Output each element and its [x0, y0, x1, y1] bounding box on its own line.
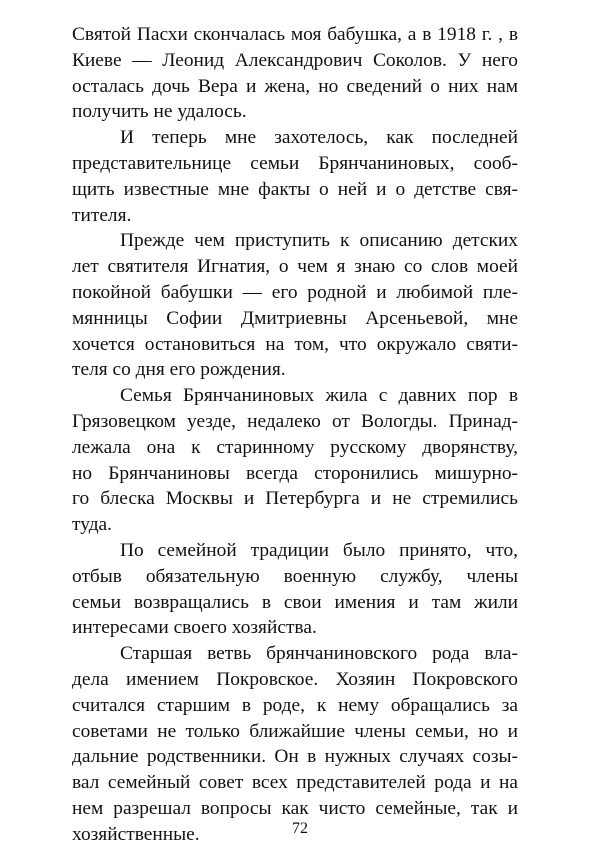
text-line: И теперь мне захотелось, как последней — [120, 127, 518, 149]
paragraph-1 — [72, 22, 518, 125]
text-line: нем разрешал вопросы как чисто семейные, так и — [72, 797, 518, 819]
text-line: советами не только ближайшие члены семьи, но и — [72, 720, 518, 742]
text-line: дальние родственники. Он в нужных случаях созы- — [72, 746, 518, 768]
text-line: лет святителя Игнатия, о чем я знаю со слов моей — [72, 256, 518, 278]
text-line: считался старшим в роде, к нему обращались за — [72, 694, 518, 716]
paragraph-5 — [72, 538, 518, 641]
text-line: Киеве — Леонид Александрович Соколов. У него — [72, 49, 518, 71]
paragraph-4 — [72, 383, 518, 538]
text-line: Святой Пасхи скончалась моя бабушка, а в 1918 г. , в — [72, 24, 518, 45]
text-line: лежала она к старинному русскому дворянству, — [72, 436, 518, 458]
paragraph-3 — [72, 228, 518, 383]
text-line: отбыв обязательную военную службу, члены — [72, 565, 518, 587]
text-line: хозяйственные. — [72, 823, 200, 845]
text-line: теля со дня его рождения. — [72, 359, 286, 381]
text-line: По семейной традиции было принято, что, — [120, 539, 518, 561]
text-line: тителя. — [72, 204, 132, 226]
text-line: Грязовецком уезде, недалеко от Вологды. Принад- — [72, 410, 518, 432]
text-line: но Брянчаниновы всегда сторонились мишурно- — [72, 462, 518, 484]
text-line: Старшая ветвь брянчаниновского рода вла- — [120, 643, 518, 665]
page-number: 72 — [292, 820, 308, 837]
body-text — [72, 22, 518, 848]
text-line: Семья Брянчаниновых жила с давних пор в — [120, 385, 518, 407]
text-line: Прежде чем приступить к описанию детских — [120, 230, 518, 252]
text-line: мянницы Софии Дмитриевны Арсеньевой, мне — [72, 307, 518, 329]
text-line: интересами своего хозяйства. — [72, 617, 317, 639]
text-line: покойной бабушки — его родной и любимой пле- — [72, 281, 518, 303]
text-line: осталась дочь Вера и жена, но сведений о них нам — [72, 75, 518, 97]
text-line: го блеска Москвы и Петербурга и не стремились — [72, 488, 518, 510]
text-line: хочется остановиться на том, что окружало святи- — [72, 333, 518, 355]
text-line: дела имением Покровское. Хозяин Покровского — [72, 668, 518, 690]
text-line: получить не удалось. — [72, 101, 247, 123]
text-line: семьи возвращались в свои имения и там жили — [72, 591, 518, 613]
text-line: вал семейный совет всех представителей рода и на — [72, 772, 518, 794]
paragraph-2 — [72, 125, 518, 228]
text-line: туда. — [72, 514, 113, 536]
text-line: щить известные мне факты о ней и о детстве свя- — [72, 178, 518, 200]
text-line: представительнице семьи Брянчаниновых, сооб- — [72, 152, 518, 174]
